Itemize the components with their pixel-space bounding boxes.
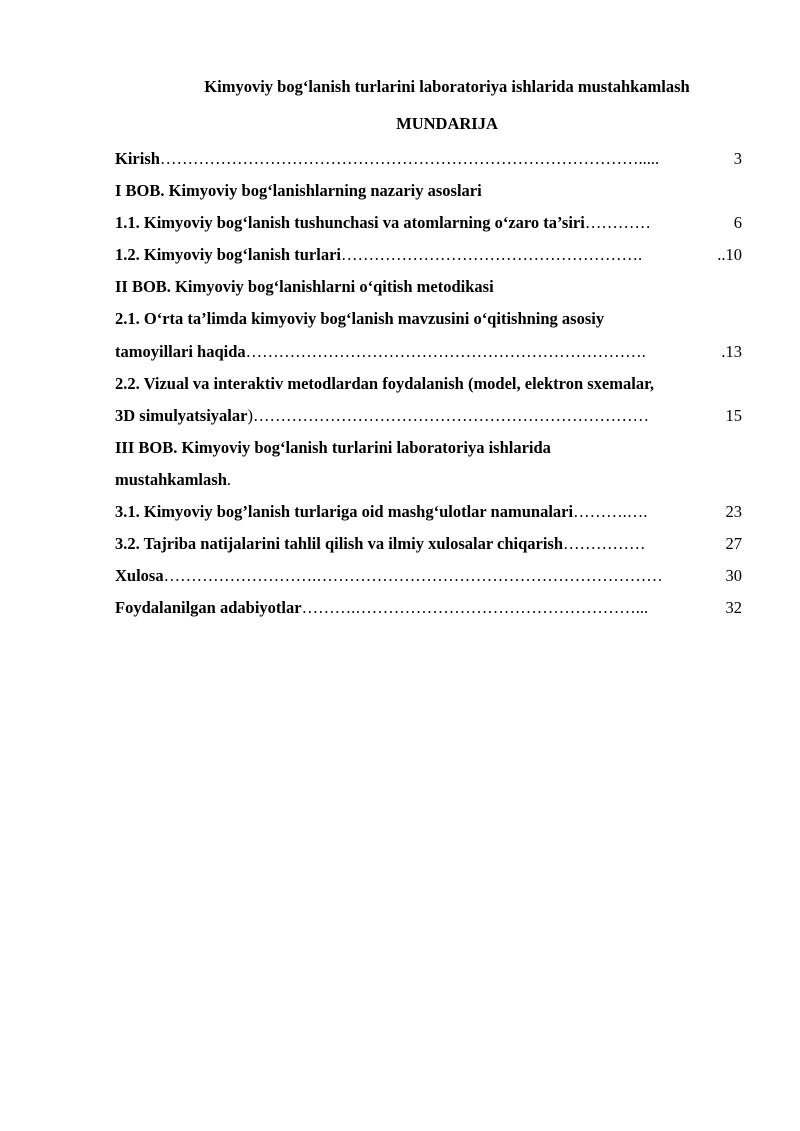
toc-leader-dots: ……………………………………………………………………………..... xyxy=(159,149,660,168)
toc-entry-1-2 xyxy=(115,244,742,276)
toc-chapter-3-line-2 xyxy=(115,469,742,501)
toc-leader-dots: ……………………………………………………………… xyxy=(252,405,649,425)
toc-entry-label: 3.1. Kimyoviy bog’lanish turlariga oid mashg‘ulotlar namunalari xyxy=(115,502,574,522)
toc-entry-2-1-line-2 xyxy=(115,341,742,373)
toc-leader-dots: …………… xyxy=(563,534,646,554)
toc-page-number: 30 xyxy=(725,566,742,586)
toc-entry-label: 3D simulyatsiyalar xyxy=(115,405,248,425)
toc-chapter-2 xyxy=(115,276,742,308)
toc-entry-label: mustahkamlash xyxy=(115,469,227,489)
toc-page-number: 27 xyxy=(725,534,742,554)
toc-entry-label: I BOB. Kimyoviy bog‘lanishlarning nazariy asoslari xyxy=(115,181,482,201)
toc-entry-kirish xyxy=(115,148,742,180)
toc-chapter-1 xyxy=(115,180,742,212)
toc-page-number: 6 xyxy=(733,213,742,233)
toc-entry-label: 2.2. Vizual va interaktiv metodlardan foydalanish (model, elektron sxemalar, xyxy=(115,373,655,393)
document-title: Kimyoviy bog‘lanish turlarini laboratoriya ishlarida mustahkamlash xyxy=(204,77,690,96)
table-of-contents xyxy=(115,148,742,629)
toc-leader-dots: ……….……………………………………………... xyxy=(301,598,649,618)
toc-entry-label: II BOB. Kimyoviy bog‘lanishlarni o‘qitish metodikasi xyxy=(115,277,494,297)
toc-entry-label: 3.2. Tajriba natijalarini tahlil qilish va ilmiy xulosalar chiqarish xyxy=(115,534,564,554)
toc-entry-label: Foydalanilgan adabiyotlar xyxy=(115,598,302,618)
toc-leader-dots: ……………………….……………………………………………………… xyxy=(163,566,663,586)
toc-leader-dots: ………………………………………………. xyxy=(340,245,643,265)
toc-leader-dots: ……….…. xyxy=(573,502,648,522)
toc-entry-label: 1.2. Kimyoviy bog‘lanish turlari xyxy=(115,245,341,265)
toc-entry-label: 2.1. O‘rta ta’limda kimyoviy bog‘lanish mavzusini o‘qitishning asosiy xyxy=(115,309,605,329)
toc-entry-label: tamoyillari haqida xyxy=(115,341,246,361)
toc-entry-label: 1.1. Kimyoviy bog‘lanish tushunchasi va atomlarning o‘zaro ta’siri xyxy=(115,213,585,233)
toc-page-number: .13 xyxy=(721,341,742,361)
toc-page-number: 32 xyxy=(725,598,742,618)
toc-entry-xulosa xyxy=(115,565,742,597)
toc-chapter-3-line-1 xyxy=(115,437,742,469)
toc-leader-dots: ………………………………………………………………. xyxy=(245,341,646,361)
toc-entry-tail: . xyxy=(226,469,231,489)
toc-entry-tail: ) xyxy=(247,405,253,425)
toc-page-number: 15 xyxy=(725,405,742,425)
toc-entry-2-1-line-1 xyxy=(115,308,742,340)
toc-entry-2-2-line-1 xyxy=(115,373,742,405)
toc-entry-2-2-line-2 xyxy=(115,405,742,437)
toc-page-number: 23 xyxy=(725,502,742,522)
toc-leader-dots: ………… xyxy=(584,213,651,233)
toc-entry-3-1 xyxy=(115,501,742,533)
toc-page-number: 3 xyxy=(733,149,742,168)
toc-page-number: ..10 xyxy=(717,245,742,265)
toc-entry-1-1 xyxy=(115,212,742,244)
toc-entry-3-2 xyxy=(115,533,742,565)
toc-entry-adabiyotlar xyxy=(115,597,742,629)
toc-entry-label: Xulosa xyxy=(115,566,164,586)
toc-entry-label: III BOB. Kimyoviy bog‘lanish turlarini laboratoriya ishlarida xyxy=(115,437,551,457)
toc-entry-label: Kirish xyxy=(115,149,160,168)
toc-heading: MUNDARIJA xyxy=(396,114,498,133)
